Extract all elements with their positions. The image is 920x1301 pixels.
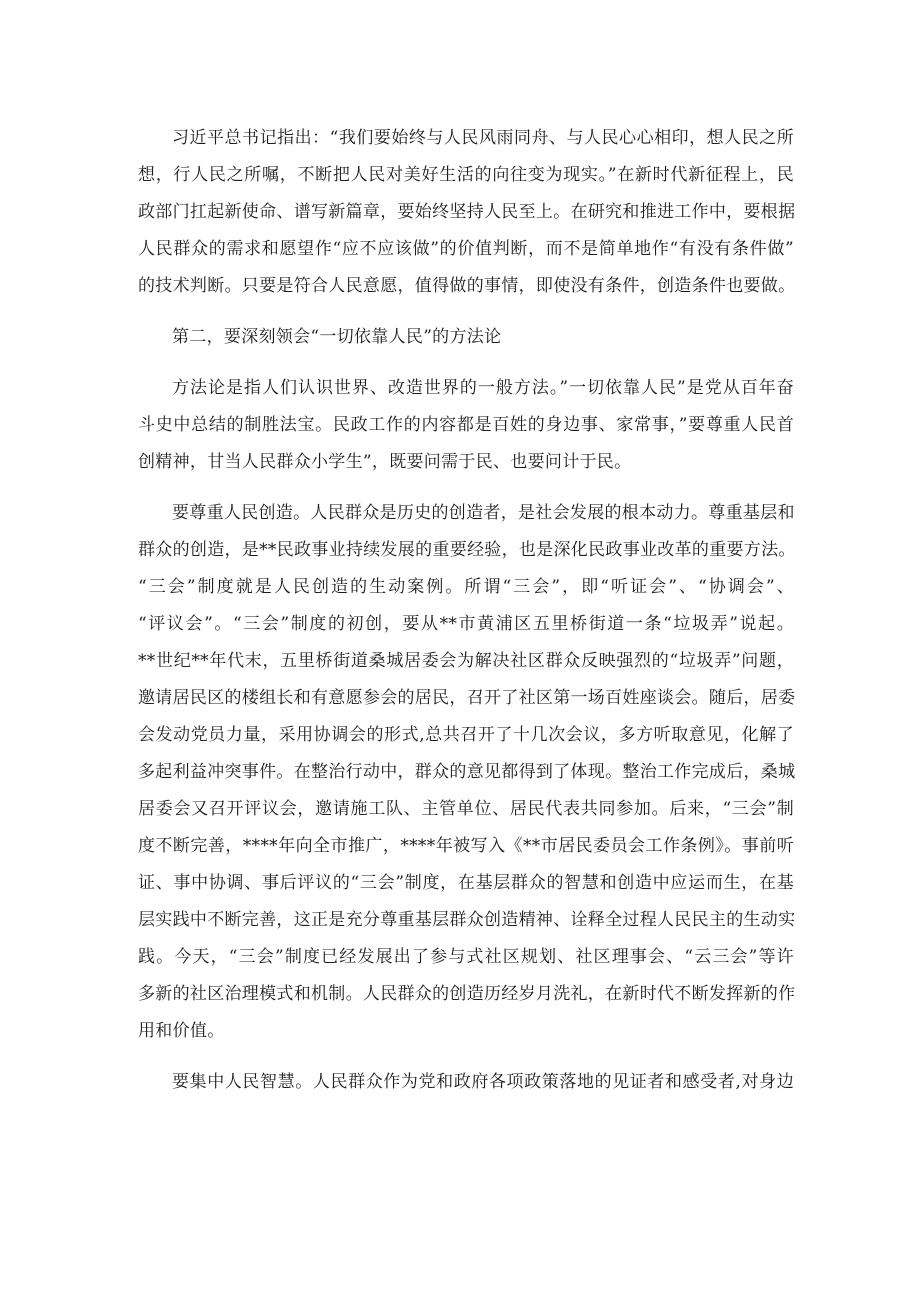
text-line: 方法论是指人们认识世界、改造世界的一般方法。”一切依靠人民”是党从百年奋 bbox=[172, 378, 794, 398]
text-line: 群众的创造，是**民政事业持续发展的重要经验，也是深化民政事业改革的重要方法。 bbox=[138, 540, 796, 560]
text-line: 多新的社区治理模式和机制。人民群众的创造历经岁月洗礼，在新时代不断发挥新的作 bbox=[138, 984, 796, 1004]
paragraph-quote bbox=[138, 120, 794, 305]
text-line: 习近平总书记指出：“我们要始终与人民风雨同舟、与人民心心相印，想人民之所 bbox=[172, 128, 794, 148]
paragraph-people-wisdom bbox=[138, 1064, 794, 1101]
text-line: 践。今天，“三会”制度已经发展出了参与式社区规划、社区理事会、“云三会”等许 bbox=[138, 947, 794, 967]
text-line: 用和价值。 bbox=[138, 1021, 225, 1041]
text-line: 要尊重人民创造。人民群众是历史的创造者，是社会发展的根本动力。尊重基层和 bbox=[172, 503, 795, 523]
document-body bbox=[138, 120, 794, 1101]
text-line: 人民群众的需求和愿望作“应不应该做”的价值判断，而不是简单地作“有没有条件做” bbox=[138, 239, 794, 259]
text-line: 层实践中不断完善，这正是充分尊重基层群众创造精神、诠释全过程人民民主的生动实 bbox=[138, 910, 796, 930]
paragraph-respect-creation bbox=[138, 495, 794, 1050]
text-line: “评议会”。“三会”制度的初创，要从**市黄浦区五里桥街道一条“垃圾弄”说起。 bbox=[138, 614, 794, 634]
text-line: 的技术判断。只要是符合人民意愿，值得做的事情，即使没有条件，创造条件也要做。 bbox=[138, 276, 796, 296]
text-line: “三会”制度就是人民创造的生动案例。所谓“三会”，即“听证会”、“协调会”、 bbox=[138, 577, 794, 597]
text-line: 度不断完善，****年向全市推广，****年被写入《**市居民委员会工作条例》。事前听 bbox=[138, 836, 794, 856]
text-line: 邀请居民区的楼组长和有意愿参会的居民，召开了社区第一场百姓座谈会。随后，居委 bbox=[138, 688, 796, 708]
text-line: 多起利益冲突事件。在整治行动中，群众的意见都得到了体现。整治工作完成后，桑城 bbox=[138, 762, 796, 782]
text-line: 会发动党员力量，采用协调会的形式,总共召开了十几次会议，多方听取意见，化解了 bbox=[138, 725, 794, 745]
text-line: 要集中人民智慧。人民群众作为党和政府各项政策落地的见证者和感受者,对身边 bbox=[172, 1072, 794, 1092]
paragraph-methodology bbox=[138, 370, 794, 481]
text-line: 想，行人民之所嘱，不断把人民对美好生活的向往变为现实。”在新时代新征程上，民 bbox=[138, 165, 794, 185]
section-heading bbox=[138, 319, 794, 356]
text-line: 居委会又召开评议会，邀请施工队、主管单位、居民代表共同参加。后来，“三会”制 bbox=[138, 799, 794, 819]
text-line: 政部门扛起新使命、谱写新篇章，要始终坚持人民至上。在研究和推进工作中，要根据 bbox=[138, 202, 796, 222]
text-line: 斗史中总结的制胜法宝。民政工作的内容都是百姓的身边事、家常事，”要尊重人民首 bbox=[138, 415, 794, 435]
text-line: **世纪**年代末，五里桥街道桑城居委会为解决社区群众反映强烈的“垃圾弄”问题， bbox=[138, 651, 794, 671]
text-line: 创精神，甘当人民群众小学生”，既要问需于民、也要问计于民。 bbox=[138, 452, 632, 472]
heading-text: 第二，要深刻领会“一切依靠人民”的方法论 bbox=[172, 327, 502, 347]
text-line: 证、事中协调、事后评议的“三会”制度，在基层群众的智慧和创造中应运而生，在基 bbox=[138, 873, 794, 893]
